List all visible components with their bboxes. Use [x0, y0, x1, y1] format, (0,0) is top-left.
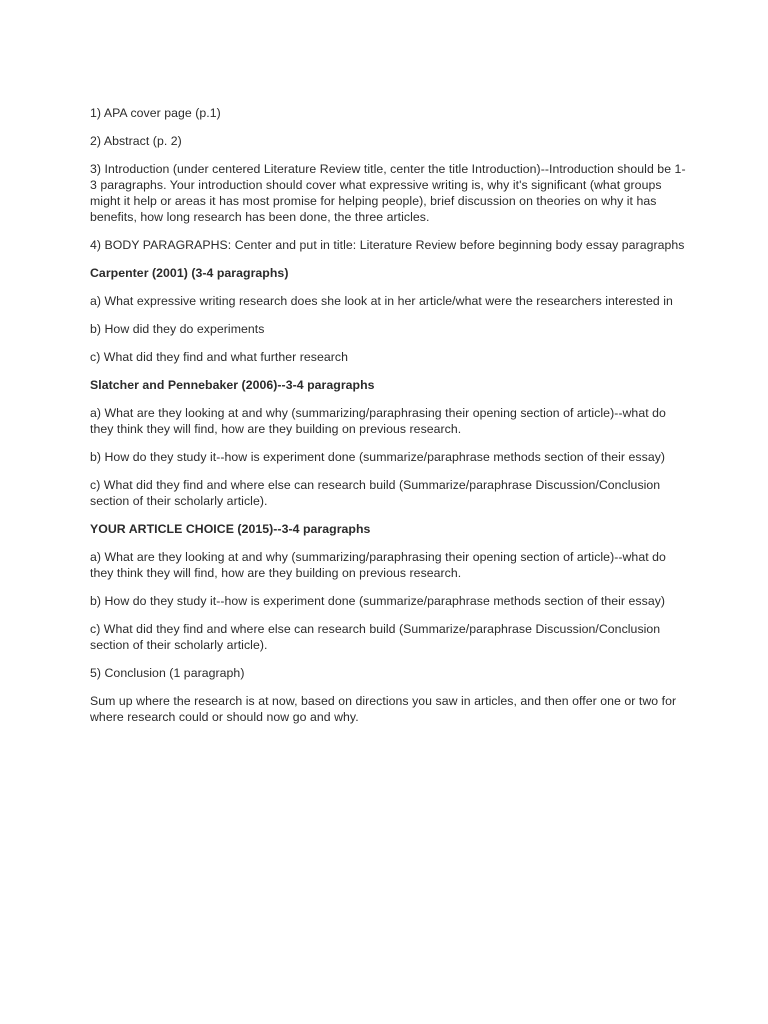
conclusion-description: Sum up where the research is at now, based on directions you saw in articles, and then offer one or two for where research could or should now go and why.	[90, 694, 677, 724]
item-apa-cover-page: 1) APA cover page (p.1)	[90, 106, 221, 120]
item-conclusion: 5) Conclusion (1 paragraph)	[90, 666, 245, 680]
carpenter-item-b: b) How did they do experiments	[90, 322, 265, 336]
item-abstract: 2) Abstract (p. 2)	[90, 134, 182, 148]
your-article-item-a: a) What are they looking at and why (summarizing/paraphrasing their opening section of article)--what do they think they will find, how are they building on previous research.	[90, 550, 666, 580]
document-body	[90, 105, 690, 737]
slatcher-item-c: c) What did they find and where else can research build (Summarize/paraphrase Discussion/Conclusion section of their scholarly article).	[90, 478, 661, 508]
item-body-paragraphs: 4) BODY PARAGRAPHS: Center and put in title: Literature Review before beginning body essay paragraphs	[90, 238, 685, 252]
slatcher-item-b: b) How do they study it--how is experiment done (summarize/paraphrase methods section of their essay)	[90, 450, 666, 464]
section-heading-your-article-choice: YOUR ARTICLE CHOICE (2015)--3-4 paragraphs	[90, 522, 371, 536]
carpenter-item-c: c) What did they find and what further research	[90, 350, 348, 364]
your-article-item-c: c) What did they find and where else can research build (Summarize/paraphrase Discussion/Conclusion section of their scholarly article).	[90, 622, 661, 652]
section-heading-slatcher-pennebaker: Slatcher and Pennebaker (2006)--3-4 paragraphs	[90, 378, 375, 392]
slatcher-item-a: a) What are they looking at and why (summarizing/paraphrasing their opening section of article)--what do they think they will find, how are they building on previous research.	[90, 406, 666, 436]
section-heading-carpenter: Carpenter (2001) (3-4 paragraphs)	[90, 266, 289, 280]
your-article-item-b: b) How do they study it--how is experiment done (summarize/paraphrase methods section of their essay)	[90, 594, 666, 608]
carpenter-item-a: a) What expressive writing research does she look at in her article/what were the researchers interested in	[90, 294, 673, 308]
item-introduction: 3) Introduction (under centered Literature Review title, center the title Introduction)--Introduction should be 1-3 paragraphs. Your introduction should cover what expressive writing is, why it's significant (what groups might it help or areas it has most promise for helping people), brief discussion on theories on why it has benefits, how long research has been done, the three articles.	[90, 162, 686, 224]
